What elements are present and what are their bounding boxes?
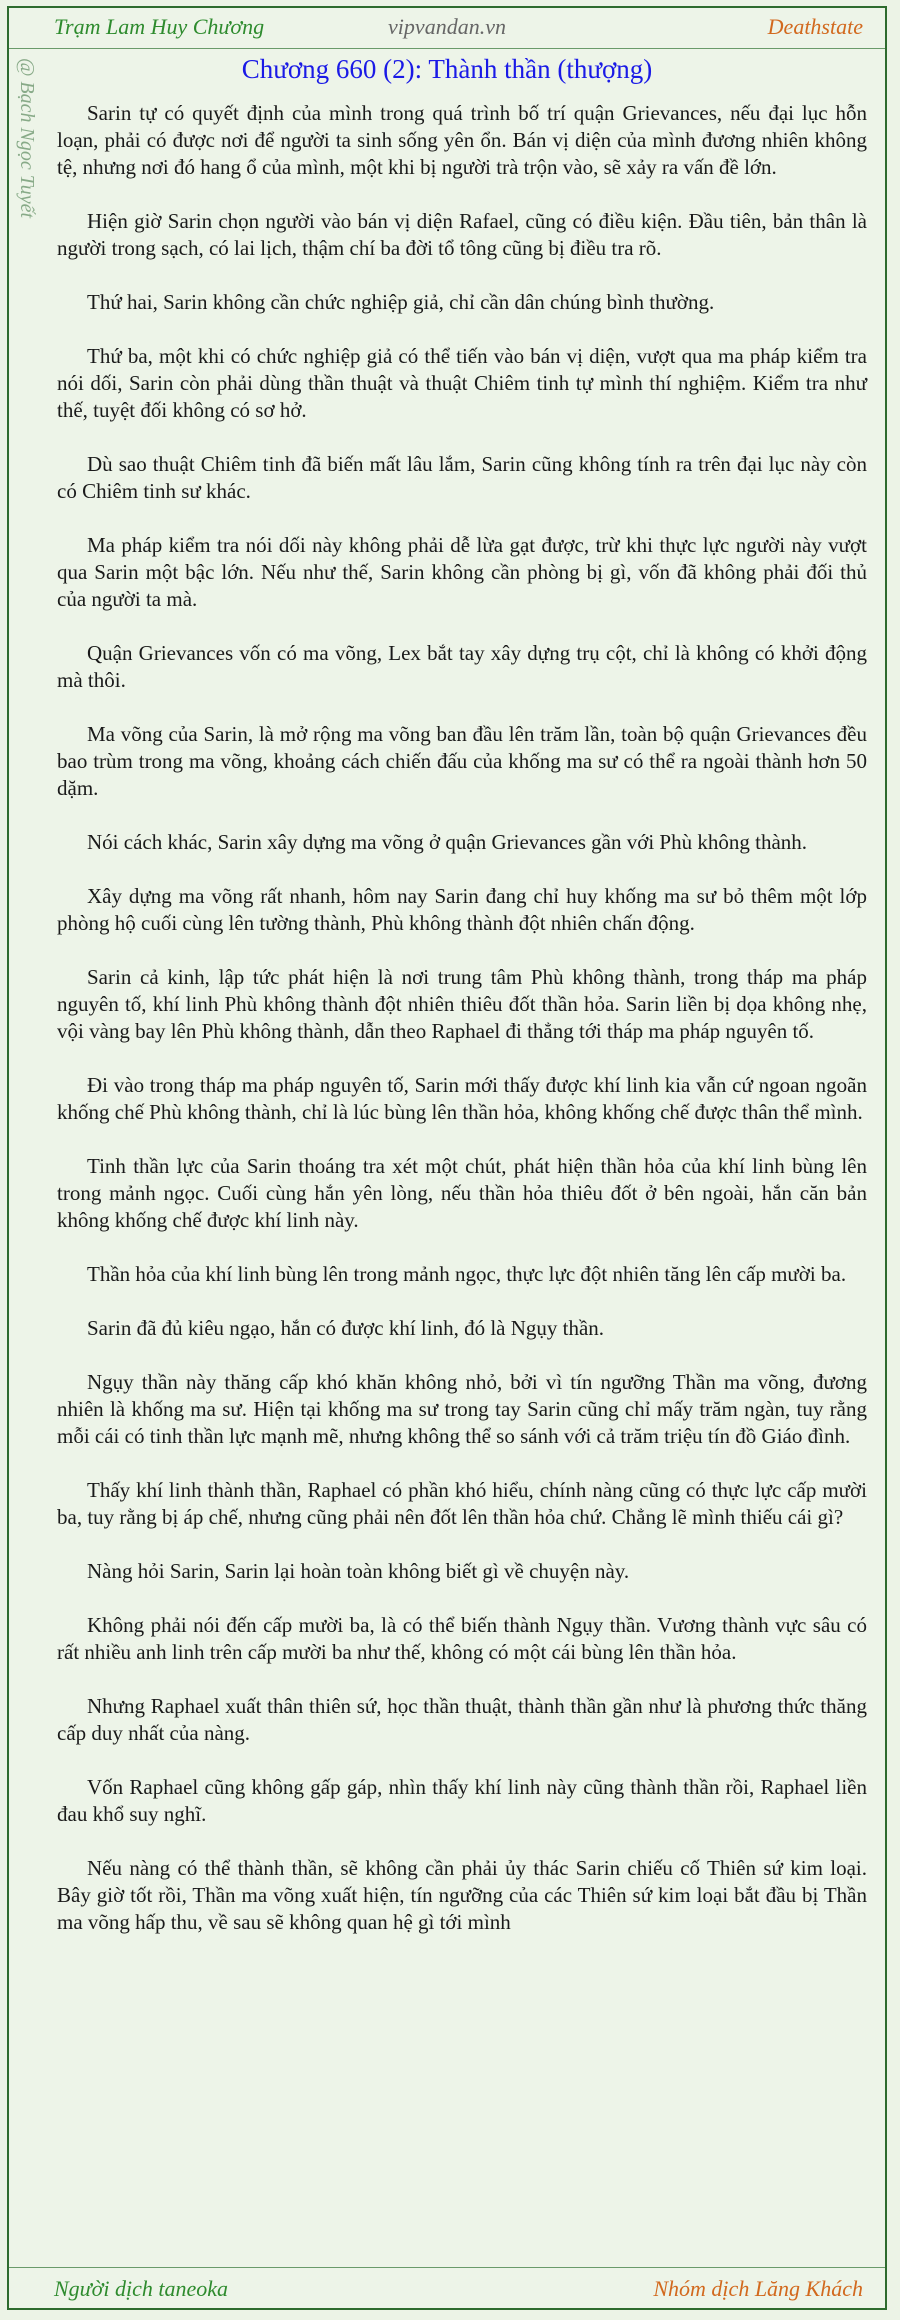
paragraph: Nếu nàng có thể thành thần, sẽ không cần phải ủy thác Sarin chiếu cố Thiên sứ kim loại. Bây giờ tốt rồi, Thần ma võng xuất hiện, tín ngưỡng của các Thiên sứ kim loại bắt đầu bị Thần ma võng hấp thu, về sau sẽ không quan hệ gì tới mình xyxy=(57,1856,867,1934)
page-header xyxy=(9,8,885,49)
paragraph: Vốn Raphael cũng không gấp gáp, nhìn thấy khí linh này cũng thành thần rồi, Raphael liền đau khổ suy nghĩ. xyxy=(57,1775,867,1826)
paragraph: Hiện giờ Sarin chọn người vào bán vị diện Rafael, cũng có điều kiện. Đầu tiên, bản thân là người trong sạch, có lai lịch, thậm chí ba đời tổ tông cũng bị điều tra rõ. xyxy=(57,209,867,260)
paragraph: Ma pháp kiểm tra nói dối này không phải dễ lừa gạt được, trừ khi thực lực người này vượt qua Sarin một bậc lớn. Nếu như thế, Sarin không cần phòng bị gì, vốn đã không phải đối thủ của người ta mà. xyxy=(57,533,867,611)
page-frame xyxy=(7,6,887,2310)
paragraph: Sarin đã đủ kiêu ngạo, hắn có được khí linh, đó là Ngụy thần. xyxy=(87,1316,605,1340)
paragraph: Đi vào trong tháp ma pháp nguyên tố, Sarin mới thấy được khí linh kia vẫn cứ ngoan ngoãn khống chế Phù không thành, chỉ là lúc bùng lên thần hỏa, không khống chế được thân thể mình. xyxy=(57,1073,867,1124)
paragraph: Thần hỏa của khí linh bùng lên trong mảnh ngọc, thực lực đột nhiên tăng lên cấp mười ba. xyxy=(87,1262,847,1286)
paragraph: Nàng hỏi Sarin, Sarin lại hoàn toàn không biết gì về chuyện này. xyxy=(87,1559,630,1583)
chapter-title: Chương 660 (2): Thành thần (thượng) xyxy=(241,54,653,84)
paragraph: Tinh thần lực của Sarin thoáng tra xét một chút, phát hiện thần hỏa của khí linh bùng lên trong mảnh ngọc. Cuối cùng hắn yên lòng, nếu thần hỏa thiêu đốt ở bên ngoài, hắn căn bản không khống chế được khí linh này. xyxy=(57,1154,867,1232)
side-watermark: @ Bạch Ngọc Tuyết xyxy=(16,58,38,219)
paragraph: Sarin cả kinh, lập tức phát hiện là nơi trung tâm Phù không thành, trong tháp ma pháp nguyên tố, khí linh Phù không thành đột nhiên thiêu đốt thần hỏa. Sarin liền bị dọa không nhẹ, vội vàng bay lên Phù không thành, dẫn theo Raphael đi thẳng tới tháp ma pháp nguyên tố. xyxy=(57,965,867,1043)
page-footer xyxy=(9,2267,885,2308)
paragraph: Ngụy thần này thăng cấp khó khăn không nhỏ, bởi vì tín ngưỡng Thần ma võng, đương nhiên là khống ma sư. Hiện tại khống ma sư trong tay Sarin cũng chỉ mấy trăm ngàn, tuy rằng mỗi cái có tinh thần lực mạnh mẽ, nhưng không thể so sánh với cả trăm triệu tín đồ Giáo đình. xyxy=(57,1370,867,1448)
paragraph: Quận Grievances vốn có ma võng, Lex bắt tay xây dựng trụ cột, chỉ là không có khởi động mà thôi. xyxy=(57,641,867,692)
header-book-title: Deathstate xyxy=(767,14,863,39)
paragraph: Thấy khí linh thành thần, Raphael có phần khó hiểu, chính nàng cũng có thực lực cấp mười ba, tuy rằng bị áp chế, nhưng cũng phải nên đốt lên thần hỏa chứ. Chẳng lẽ mình thiếu cái gì? xyxy=(57,1478,867,1529)
header-site-name: Trạm Lam Huy Chương xyxy=(54,14,265,39)
paragraph: Thứ ba, một khi có chức nghiệp giả có thể tiến vào bán vị diện, vượt qua ma pháp kiểm tra nói dối, Sarin còn phải dùng thần thuật và thuật Chiêm tinh tự mình thí nghiệm. Kiểm tra như thế, tuyệt đối không có sơ hở. xyxy=(57,344,867,422)
paragraph: Nói cách khác, Sarin xây dựng ma võng ở quận Grievances gần với Phù không thành. xyxy=(87,830,808,854)
chapter-content xyxy=(57,100,867,1963)
paragraph: Nhưng Raphael xuất thân thiên sứ, học thần thuật, thành thần gần như là phương thức thăng cấp duy nhất của nàng. xyxy=(57,1694,867,1745)
paragraph: Thứ hai, Sarin không cần chức nghiệp giả, chỉ cần dân chúng bình thường. xyxy=(87,290,715,314)
paragraph: Không phải nói đến cấp mười ba, là có thể biến thành Ngụy thần. Vương thành vực sâu có rất nhiều anh linh trên cấp mười ba như thế, không có một cái bùng lên thần hỏa. xyxy=(57,1613,867,1664)
paragraph: Sarin tự có quyết định của mình trong quá trình bố trí quận Grievances, nếu đại lục hỗn loạn, phải có được nơi để người ta sinh sống yên ổn. Bán vị diện của mình đương nhiên không tệ, nhưng nơi đó hang ổ của mình, một khi bị người trà trộn vào, sẽ xảy ra vấn đề lớn. xyxy=(57,101,867,179)
paragraph: Xây dựng ma võng rất nhanh, hôm nay Sarin đang chỉ huy khống ma sư bỏ thêm một lớp phòng hộ cuối cùng lên tường thành, Phù không thành đột nhiên chấn động. xyxy=(57,884,867,935)
footer-group: Nhóm dịch Lăng Khách xyxy=(653,2276,863,2301)
header-website: vipvandan.vn xyxy=(388,14,506,39)
paragraph: Ma võng của Sarin, là mở rộng ma võng ban đầu lên trăm lần, toàn bộ quận Grievances đều bao trùm trong ma võng, khoảng cách chiến đấu của khống ma sư có thể ra ngoài thành hơn 50 dặm. xyxy=(57,722,867,800)
paragraph: Dù sao thuật Chiêm tinh đã biến mất lâu lắm, Sarin cũng không tính ra trên đại lục này còn có Chiêm tinh sư khác. xyxy=(57,452,867,503)
footer-translator: Người dịch taneoka xyxy=(54,2276,229,2301)
